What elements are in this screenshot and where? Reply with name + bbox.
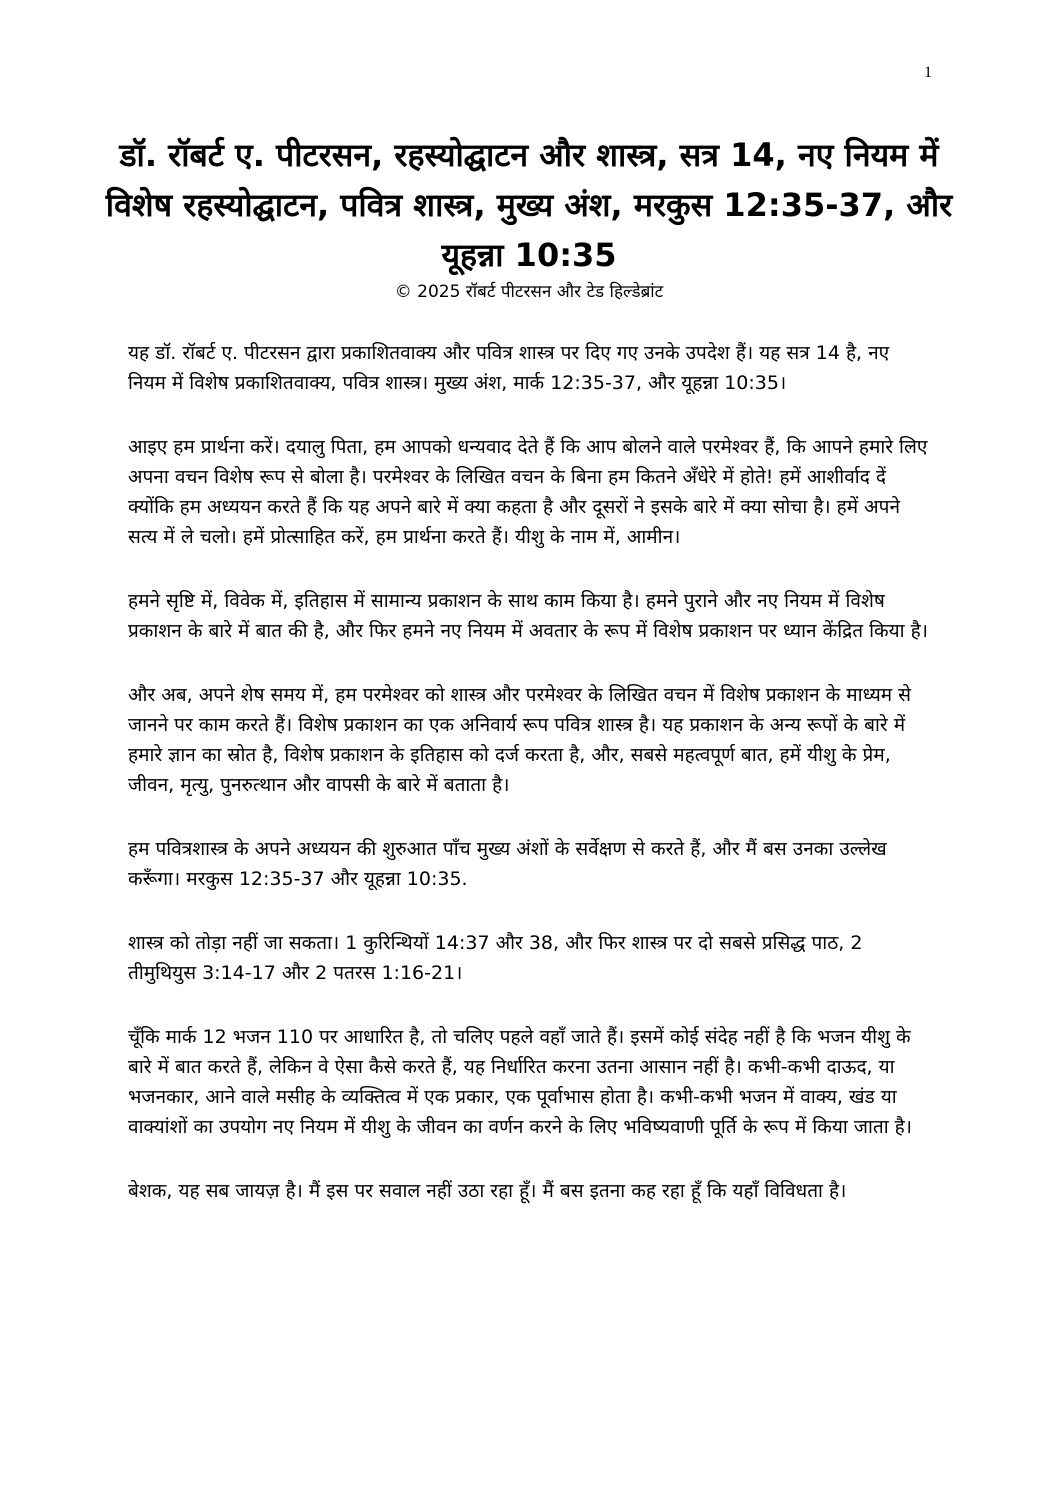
document-body: [128, 338, 928, 1240]
copyright-line: © 2025 रॉबर्ट पीटरसन और टेड हिल्डेब्रांट: [394, 282, 664, 302]
paragraph: आइए हम प्रार्थना करें। दयालु पिता, हम आपको धन्यवाद देते हैं कि आप बोलने वाले परमेश्वर हैं, कि आपने हमारे लिए अपना वचन विशेष रूप से बोला है। परमेश्वर के लिखित वचन के बिना हम कितने अँधेरे में होते! हमें आशीर्वाद दें क्योंकि हम अध्ययन करते हैं कि यह अपने बारे में क्या कहता है और दूसरों ने इसके बारे में क्या सोचा है। हमें अपने सत्य में ले चलो। हमें प्रोत्साहित करें, हम प्रार्थना करते हैं। यीशु के नाम में, आमीन।: [128, 436, 928, 548]
paragraph: हमने सृष्टि में, विवेक में, इतिहास में सामान्य प्रकाशन के साथ काम किया है। हमने पुराने और नए नियम में विशेष प्रकाशन के बारे में बात की है, और फिर हमने नए नियम में अवतार के रूप में विशेष प्रकाशन पर ध्यान केंद्रित किया है।: [128, 590, 928, 642]
paragraph: यह डॉ. रॉबर्ट ए. पीटरसन द्वारा प्रकाशितवाक्य और पवित्र शास्त्र पर दिए गए उनके उपदेश हैं। यह सत्र 14 है, नए नियम में विशेष प्रकाशितवाक्य, पवित्र शास्त्र। मुख्य अंश, मार्क 12:35-37, और यूहन्ना 10:35।: [128, 342, 890, 394]
paragraph: हम पवित्रशास्त्र के अपने अध्ययन की शुरुआत पाँच मुख्य अंशों के सर्वेक्षण से करते हैं, और मैं बस उनका उल्लेख करूँगा। मरकुस 12:35-37 और यूहन्ना 10:35.: [128, 838, 887, 890]
paragraph: शास्त्र को तोड़ा नहीं जा सकता। 1 कुरिन्थियों 14:37 और 38, और फिर शास्त्र पर दो सबसे प्रसिद्ध पाठ, 2 तीमुथियुस 3:14-17 और 2 पतरस 1:16-21।: [128, 932, 863, 984]
paragraph: बेशक, यह सब जायज़ है। मैं इस पर सवाल नहीं उठा रहा हूँ। मैं बस इतना कह रहा हूँ कि यहाँ विविधता है।: [128, 1180, 847, 1202]
paragraph: चूँकि मार्क 12 भजन 110 पर आधारित है, तो चलिए पहले वहाँ जाते हैं। इसमें कोई संदेह नहीं है कि भजन यीशु के बारे में बात करते हैं, लेकिन वे ऐसा कैसे करते हैं, यह निर्धारित करना उतना आसान नहीं है। कभी-कभी दाऊद, या भजनकार, आने वाले मसीह के व्यक्तित्व में एक प्रकार, एक पूर्वाभास होता है। कभी-कभी भजन में वाक्य, खंड या वाक्यांशों का उपयोग नए नियम में यीशु के जीवन का वर्णन करने के लिए भविष्यवाणी पूर्ति के रूप में किया जाता है।: [128, 1026, 912, 1138]
paragraph: और अब, अपने शेष समय में, हम परमेश्वर को शास्त्र और परमेश्वर के लिखित वचन में विशेष प्रकाशन के माध्यम से जानने पर काम करते हैं। विशेष प्रकाशन का एक अनिवार्य रूप पवित्र शास्त्र है। यह प्रकाशन के अन्य रूपों के बारे में हमारे ज्ञान का स्रोत है, विशेष प्रकाशन के इतिहास को दर्ज करता है, और, सबसे महत्वपूर्ण बात, हमें यीशु के प्रेम, जीवन, मृत्यु, पुनरुत्थान और वापसी के बारे में बताता है।: [128, 684, 911, 796]
title-block: [100, 130, 958, 304]
document-title: डॉ. रॉबर्ट ए. पीटरसन, रहस्योद्घाटन और शास्त्र, सत्र 14, नए नियम में विशेष रहस्योद्घाटन, पवित्र शास्त्र, मुख्य अंश, मरकुस 12:35-37, और यूहन्ना 10:35: [105, 136, 953, 274]
page-number: 1: [924, 64, 932, 81]
